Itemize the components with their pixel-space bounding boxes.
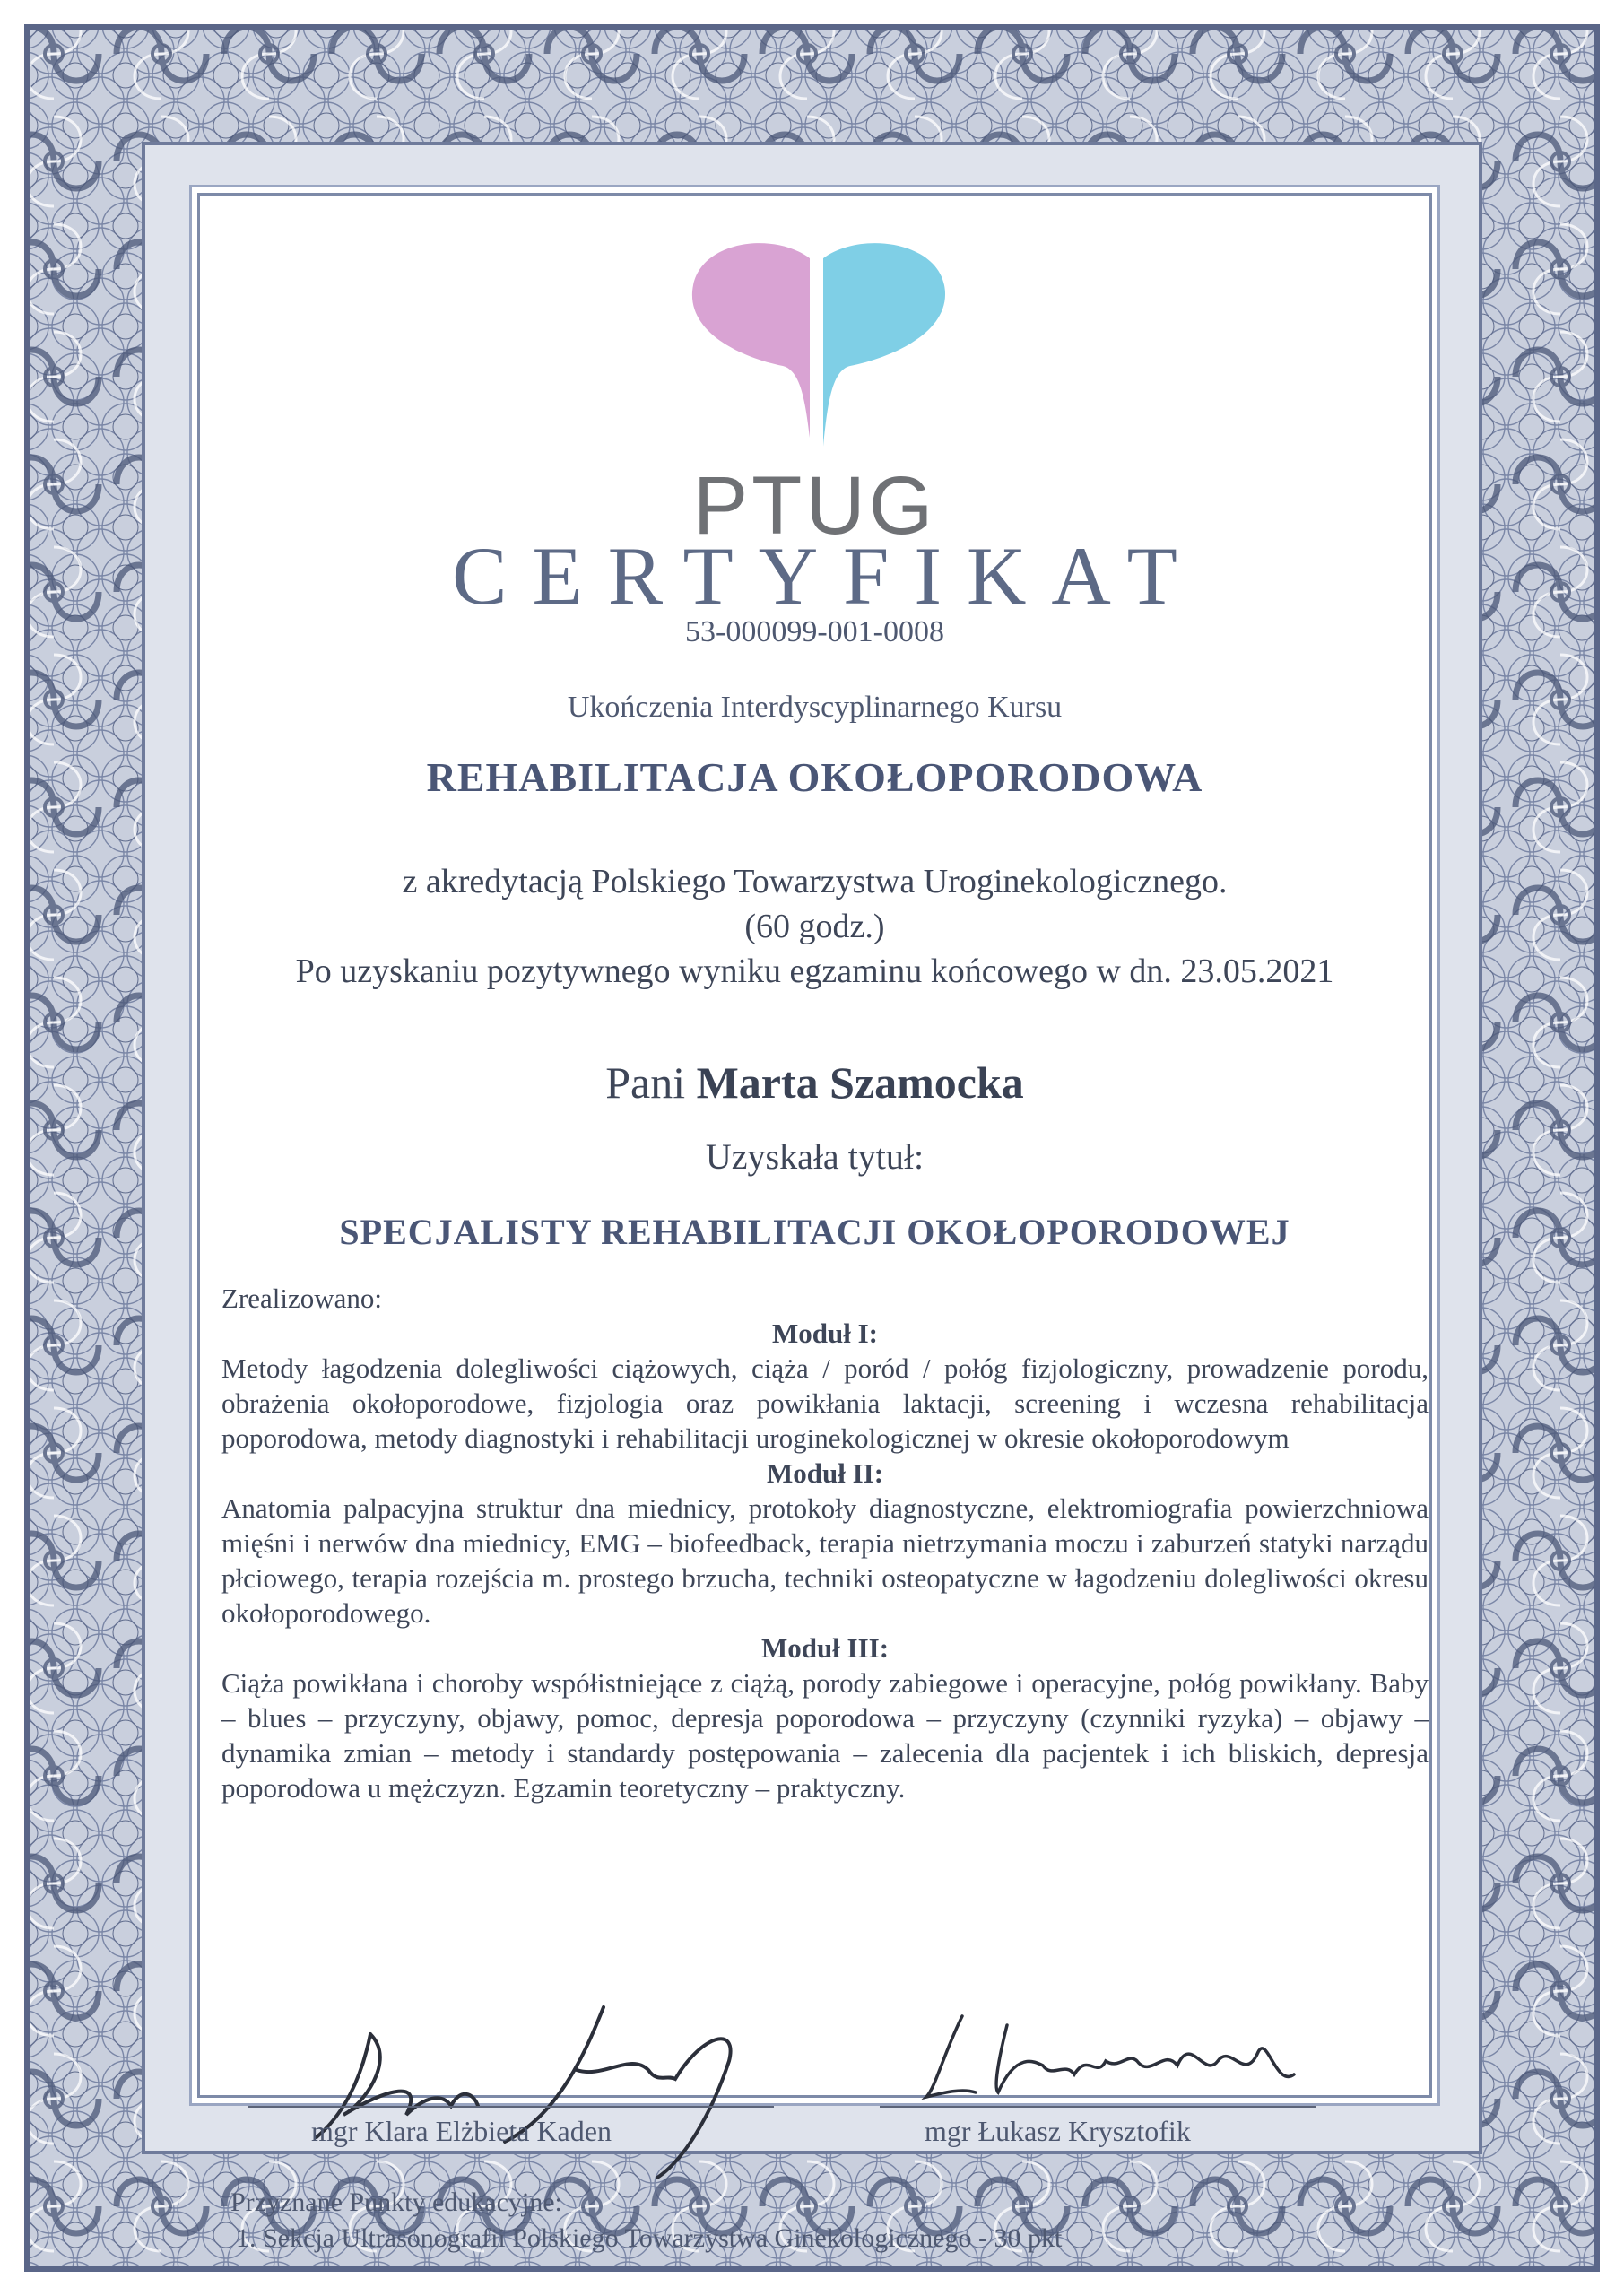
signatory-right: mgr Łukasz Krysztofik xyxy=(925,2115,1191,2147)
module-text: Ciąża powikłana i choroby współistniejące z ciążą, porody zabiegowe i operacyjne, połóg powikłany. Baby – blues – przyczyny, objawy, pomoc, depresja poporodowa – przyczyny (czynniki ryzyka) – objawy – dynamika zmian – metody i standardy postępowania – zalecenia dla pacjentek i ich bliskich, depresja poporodowa u mężczyzn. Egzamin teoretyczny – praktyczny. xyxy=(221,1667,1429,1804)
module-text: Anatomia palpacyjna struktur dna miednicy, protokoły diagnostyczne, elektromiografia powierzchniowa mięśni i nerwów dna miednicy, EMG – biofeedback, terapia nietrzymania moczu i zaburzeń statyki narządu płciowego, terapia rozejścia m. prostego brzucha, techniki osteopatyczne w łagodzeniu dolegliwości okresu okołoporodowego. xyxy=(221,1492,1429,1629)
signature-left xyxy=(308,1980,792,2196)
exam-date-text: Po uzyskaniu pozytywnego wyniku egzaminu końcowego w dn. 23.05.2021 xyxy=(295,952,1334,990)
course-name: REHABILITACJA OKOŁOPORODOWA xyxy=(426,754,1203,800)
course-subtitle: Ukończenia Interdyscyplinarnego Kursu xyxy=(567,691,1063,724)
awarded-title: SPECJALISTY REHABILITACJI OKOŁOPORODOWEJ xyxy=(339,1212,1290,1252)
education-points xyxy=(230,2185,1396,2257)
module-title: Moduł III: xyxy=(760,1632,890,1664)
recipient-name: Marta Szamocka xyxy=(696,1057,1024,1108)
points-item: 1. Sekcja Ultrasonografii Polskiego Towarzystwa Ginekologicznego - 30 pkt xyxy=(236,2223,1063,2253)
course-hours: (60 godz.) xyxy=(744,908,885,945)
signatory-left: mgr Klara Elżbieta Kaden xyxy=(311,2115,612,2147)
signature-line-left xyxy=(248,2106,774,2108)
recipient-line xyxy=(200,1057,1429,1109)
points-heading: Przyznane Punkty edukacyjne: xyxy=(230,2187,562,2217)
signature-line-right xyxy=(880,2106,1316,2108)
certificate-panel xyxy=(197,193,1432,2253)
certificate-title: CERTYFIKAT xyxy=(452,530,1203,622)
ptug-logo-icon xyxy=(666,222,962,491)
module-title: Moduł II: xyxy=(766,1457,884,1489)
module-text: Metody łagodzenia dolegliwości ciążowych, ciąża / poród / połóg fizjologiczny, prowadzenie porodu, obrażenia okołoporodowe, fizjologia oraz powikłania laktacji, screening i wczesna rehabilitacja poporodowa, metody diagnostyki i rehabilitacji uroginekologicznej w okresie okołoporodowym xyxy=(221,1352,1429,1454)
certificate-number: 53-000099-001-0008 xyxy=(685,615,944,648)
modules-intro: Zrealizowano: xyxy=(221,1283,383,1314)
accreditation-block xyxy=(200,859,1429,994)
module-title: Moduł I: xyxy=(772,1318,878,1349)
logo-text: PTUG xyxy=(692,460,937,552)
signature-right xyxy=(908,1998,1330,2133)
obtained-label: Uzyskała tytuł: xyxy=(705,1136,925,1177)
modules-section xyxy=(221,1281,1429,1805)
salutation: Pani xyxy=(605,1057,686,1108)
accreditation-text: z akredytacją Polskiego Towarzystwa Uroginekologicznego. xyxy=(402,863,1228,900)
